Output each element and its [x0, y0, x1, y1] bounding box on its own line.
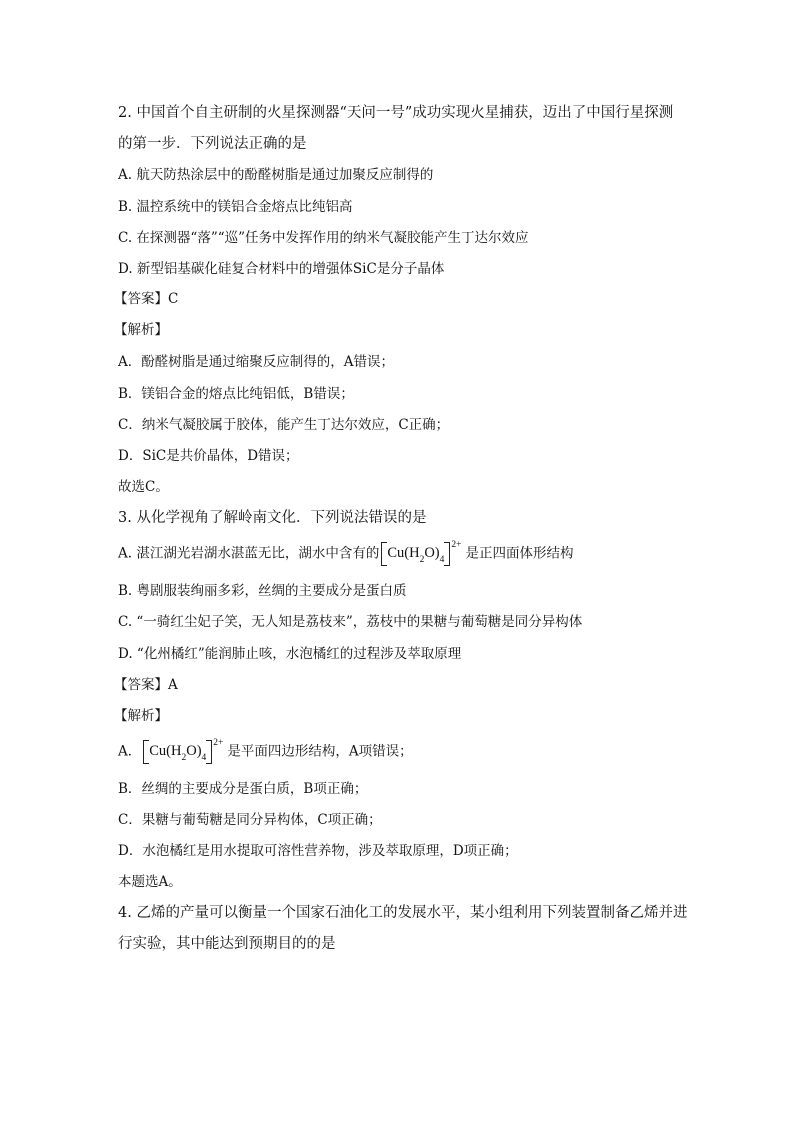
q3-analysis-a: A． $Cu(H_2O)_4^{2+}$是平面四边形结构，A项错误；	[118, 738, 413, 763]
q2-answer: 【答案】C	[114, 291, 179, 307]
q4-stem-line2: 行实验，其中能达到预期目的的是	[118, 936, 336, 952]
q3-analysis-c: C．果糖与葡萄糖是同分异构体，C项正确；	[118, 812, 382, 828]
q2-conclusion: 故选C。	[118, 479, 169, 495]
complex-ion-formula: $Cu(H_2O)_4^{2+}$	[143, 740, 223, 764]
q2-option-a: A. 航天防热涂层中的酚醛树脂是通过加聚反应制得的	[118, 167, 434, 183]
q2-analysis-label: 【解析】	[114, 322, 168, 338]
complex-ion-formula: $Cu(H_2O)_4^{2+}$	[381, 542, 461, 566]
q3-option-a-suffix: 是正四面体形结构	[465, 545, 574, 562]
q3-option-a-prefix: A. 湛江湖光岩湖水湛蓝无比，湖水中含有的	[118, 545, 380, 562]
q3-analysis-d: D．水泡橘红是用水提取可溶性营养物，涉及萃取原理，D项正确；	[118, 843, 518, 859]
q3-option-d: D. “化州橘红”能润肺止咳，水泡橘红的过程涉及萃取原理	[118, 646, 462, 662]
q2-stem-line2: 的第一步．下列说法正确的是	[118, 136, 307, 152]
q3-analysis-b: B．丝绸的主要成分是蛋白质，B项正确；	[118, 781, 368, 797]
q3-conclusion: 本题选A。	[118, 874, 182, 890]
q2-analysis-a: A．酚醛树脂是通过缩聚反应制得的，A错误；	[118, 354, 394, 370]
q3-stem: 3. 从化学视角了解岭南文化．下列说法错误的是	[118, 510, 427, 526]
q2-analysis-d: D．SiC是共价晶体，D错误；	[118, 448, 299, 464]
q2-stem-line1: 2. 中国首个自主研制的火星探测器“天问一号”成功实现火星捕获，迈出了中国行星探测	[118, 105, 674, 121]
q3-option-a	[118, 542, 574, 566]
q4-stem-line1: 4. 乙烯的产量可以衡量一个国家石油化工的发展水平，某小组利用下列装置制备乙烯并进	[118, 905, 688, 921]
q3-answer: 【答案】A	[114, 677, 178, 693]
q2-analysis-b: B．镁铝合金的熔点比纯铝低，B错误；	[118, 386, 354, 402]
q2-option-b: B. 温控系统中的镁铝合金熔点比纯铝高	[118, 199, 353, 215]
q2-option-c: C. 在探测器“落”“巡”任务中发挥作用的纳米气凝胶能产生丁达尔效应	[118, 230, 529, 246]
q3-analysis-label: 【解析】	[114, 708, 168, 724]
q3-option-b: B. 粤剧服装绚丽多彩，丝绸的主要成分是蛋白质	[118, 583, 407, 599]
q3-option-c: C. “一骑红尘妃子笑，无人知是荔枝来”，荔枝中的果糖与葡萄糖是同分异构体	[118, 614, 583, 630]
q2-option-d: D. 新型铝基碳化硅复合材料中的增强体SiC是分子晶体	[118, 261, 445, 277]
q2-analysis-c: C．纳米气凝胶属于胶体，能产生丁达尔效应，C正确；	[118, 417, 450, 433]
